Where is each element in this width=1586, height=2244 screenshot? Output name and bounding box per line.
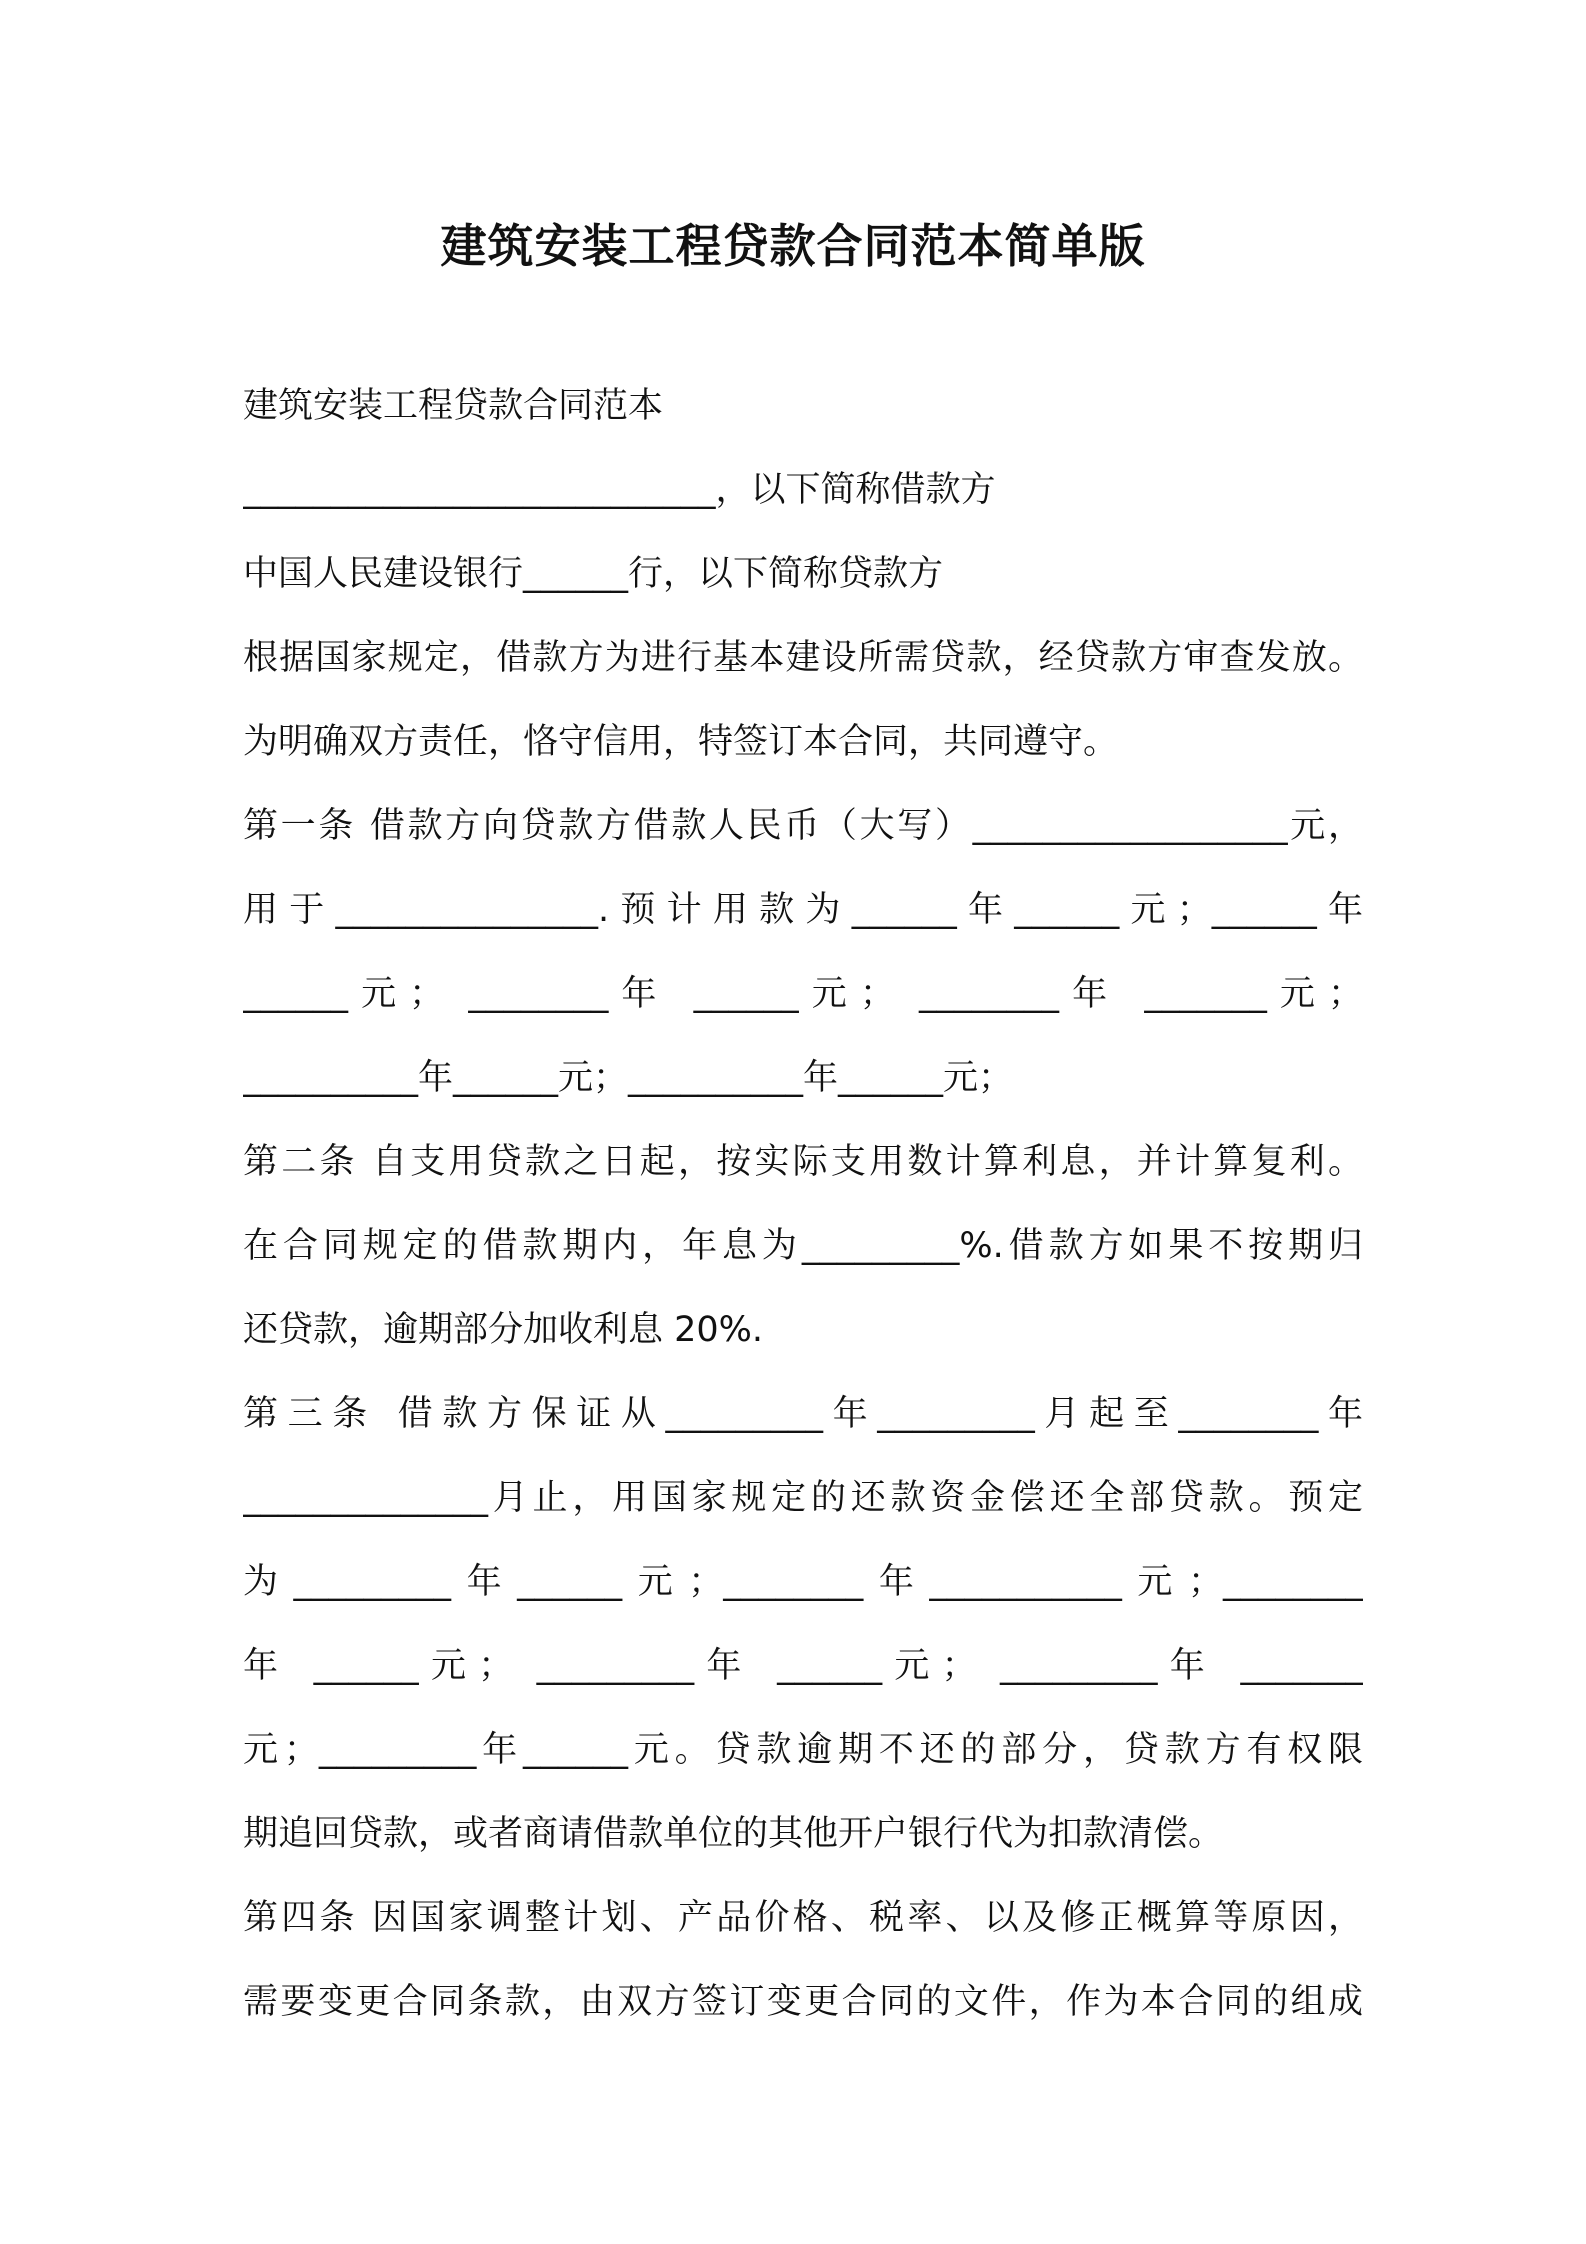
paragraph-line: 根据国家规定，借款方为进行基本建设所需贷款，经贷款方审查发放。	[243, 638, 1363, 678]
article-4-line: 需要变更合同条款，由双方签订变更合同的文件，作为本合同的组成	[243, 1982, 1363, 2022]
paragraph-line: 为明确双方责任，恪守信用，特签订本合同，共同遵守。	[243, 722, 1119, 762]
article-3-line: 为_________年______元；________年___________元；________	[243, 1562, 1363, 1602]
article-3-line: 期追回贷款，或者商请借款单位的其他开户银行代为扣款清偿。	[243, 1814, 1224, 1854]
lender-line: 中国人民建设银行______行，以下简称贷款方	[243, 554, 944, 594]
article-3-line: ______________月止，用国家规定的还款资金偿还全部贷款。预定	[243, 1478, 1363, 1518]
article-3-line: 第三条 借款方保证从_________年_________月起至________年	[243, 1394, 1363, 1434]
article-2-line: 第二条 自支用贷款之日起，按实际支用数计算利息，并计算复利。	[243, 1142, 1363, 1182]
borrower-line: ___________________________，以下简称借款方	[243, 470, 996, 510]
article-1-line: 用于_______________.预计用款为______年______元；______年	[243, 890, 1363, 930]
article-3-line: 元；_________年______元。贷款逾期不还的部分，贷款方有权限	[243, 1730, 1363, 1770]
article-4-line: 第四条 因国家调整计划、产品价格、税率、以及修正概算等原因，	[243, 1898, 1363, 1938]
article-2-line: 在合同规定的借款期内，年息为_________%.借款方如果不按期归	[243, 1226, 1363, 1266]
article-1-line: __________年______元；__________年______元；	[243, 1058, 1014, 1098]
document-body	[243, 364, 1363, 2044]
article-1-line: 第一条 借款方向贷款方借款人民币（大写）__________________元，	[243, 806, 1363, 846]
article-2-line: 还贷款，逾期部分加收利息 20%.	[243, 1310, 764, 1350]
subtitle-line: 建筑安装工程贷款合同范本	[243, 386, 664, 426]
article-3-line: 年 ______元； _________年 ______元； _________年 _______	[243, 1646, 1363, 1686]
document-title: 建筑安装工程贷款合同范本简单版	[440, 219, 1146, 273]
article-1-line: ______元； ________年 ______元； ________年 _______元；	[243, 974, 1363, 1014]
